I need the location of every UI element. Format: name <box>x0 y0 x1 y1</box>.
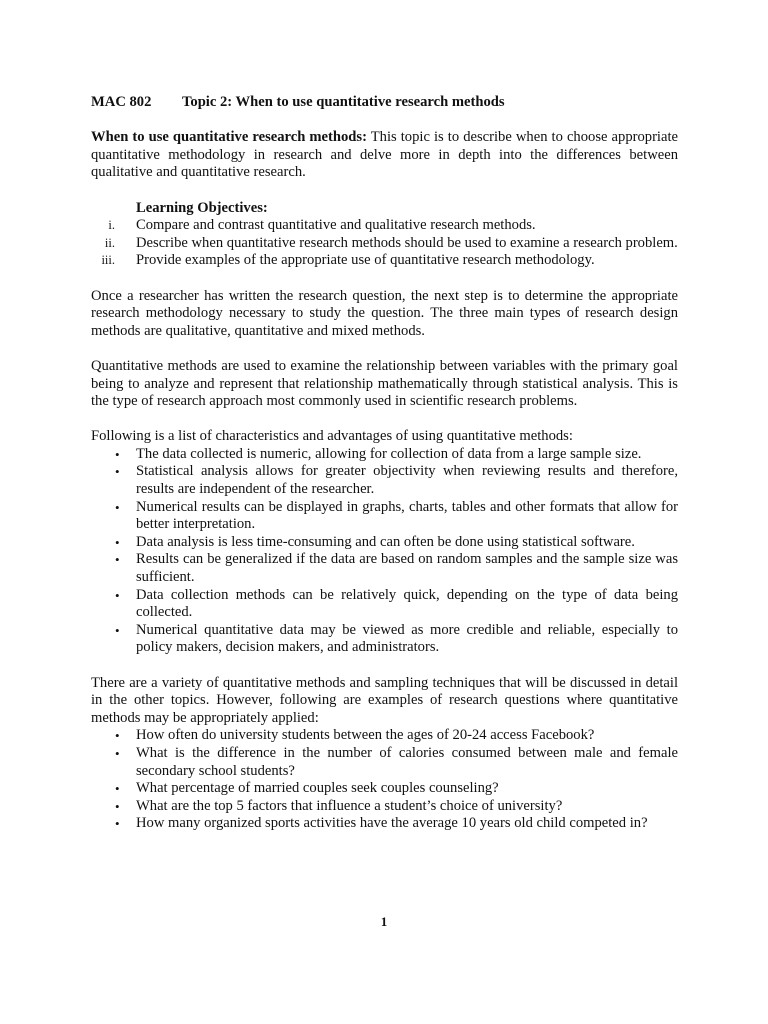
questions-lead: There are a variety of quantitative methods and sampling techniques that will be discussed in detail in the other topics. However, following are examples of research questions where quantitative methods may be appropriately applied: <box>91 674 678 726</box>
objective-number: ii. <box>104 235 115 250</box>
page-number: 1 <box>380 914 388 929</box>
objective-number: iii. <box>101 253 115 268</box>
bullet-icon: • <box>115 534 120 550</box>
course-code: MAC 802 <box>91 94 152 110</box>
advantage-item-text: Data analysis is less time-consuming and can often be done using statistical software. <box>136 533 635 550</box>
document-body <box>91 94 678 833</box>
advantage-item-text: Statistical analysis allows for greater objectivity when reviewing results and therefore, results are independent of the researcher. <box>136 463 678 498</box>
research-question-item <box>91 745 678 780</box>
research-question-item <box>91 727 678 745</box>
research-question-item <box>91 815 678 833</box>
advantage-item-text: Numerical results can be displayed in graphs, charts, tables and other formats that allow for better interpretation. <box>136 498 678 533</box>
quantitative-definition-paragraph: Quantitative methods are used to examine the relationship between variables with the primary goal being to analyze and represent that relationship mathematically through statistical analysis. This is the type of research approach most commonly used in scientific research problems. <box>91 357 678 410</box>
bullet-icon: • <box>115 745 120 761</box>
research-question-item-text: How many organized sports activities have the average 10 years old child competed in? <box>136 815 648 832</box>
objective-item <box>91 252 678 270</box>
bullet-icon: • <box>115 816 120 832</box>
learning-objectives-list <box>91 217 678 270</box>
spacer <box>91 411 678 429</box>
objective-text: Describe when quantitative research methods should be used to examine a research problem. <box>136 234 678 251</box>
bullet-icon: • <box>115 781 120 797</box>
intro-bold-lead: When to use quantitative research methods: <box>91 129 367 146</box>
spacer <box>91 340 678 358</box>
intro-text: This topic is to describe when to choose appropriate quantitative methodology in research and delve more in depth into the differences between qualitative and quantitative research. <box>91 129 678 181</box>
bullet-icon: • <box>115 587 120 603</box>
objective-text: Compare and contrast quantitative and qualitative research methods. <box>136 217 536 234</box>
research-question-item <box>91 780 678 798</box>
bullet-icon: • <box>115 499 120 515</box>
advantage-item-text: Results can be generalized if the data are based on random samples and the sample size was sufficient. <box>136 551 678 586</box>
intro-paragraph <box>91 129 678 182</box>
research-question-item <box>91 798 678 816</box>
objective-text: Provide examples of the appropriate use of quantitative research methodology. <box>136 252 595 269</box>
bullet-icon: • <box>115 552 120 568</box>
learning-objectives-title: Learning Objectives: <box>136 199 268 216</box>
document-heading <box>91 94 678 112</box>
spacer <box>91 270 678 288</box>
spacer <box>91 657 678 675</box>
advantage-item <box>91 551 678 586</box>
advantage-item <box>91 463 678 498</box>
advantage-item-text: Data collection methods can be relatively quick, depending on the type of data being collected. <box>136 586 678 621</box>
topic-title: Topic 2: When to use quantitative research methods <box>182 94 505 110</box>
methodology-paragraph: Once a researcher has written the research question, the next step is to determine the appropriate research methodology necessary to study the question. The three main types of research design methods are qualitative, quantitative and mixed methods. <box>91 287 678 339</box>
bullet-icon: • <box>115 446 120 462</box>
advantage-item <box>91 587 678 622</box>
advantages-lead: Following is a list of characteristics and advantages of using quantitative methods: <box>91 428 573 445</box>
advantage-item <box>91 446 678 464</box>
research-question-item-text: How often do university students between the ages of 20-24 access Facebook? <box>136 727 595 744</box>
advantage-item-text: The data collected is numeric, allowing for collection of data from a large sample size. <box>136 445 642 462</box>
advantage-item <box>91 534 678 552</box>
bullet-icon: • <box>115 728 120 744</box>
bullet-icon: • <box>115 798 120 814</box>
research-questions-list <box>91 727 678 833</box>
advantage-item <box>91 499 678 534</box>
spacer <box>91 112 678 130</box>
advantage-item-text: Numerical quantitative data may be viewed as more credible and reliable, especially to policy makers, decision makers, and administrators. <box>136 621 678 656</box>
spacer <box>91 182 678 200</box>
bullet-icon: • <box>115 622 120 638</box>
advantages-list <box>91 446 678 657</box>
objective-item <box>91 235 678 253</box>
bullet-icon: • <box>115 464 120 480</box>
objective-item <box>91 217 678 235</box>
objective-number: i. <box>108 218 115 233</box>
research-question-item-text: What are the top 5 factors that influence a student’s choice of university? <box>136 797 563 814</box>
research-question-item-text: What is the difference in the number of calories consumed between male and female secondary school students? <box>136 744 678 779</box>
research-question-item-text: What percentage of married couples seek couples counseling? <box>136 780 499 797</box>
advantage-item <box>91 622 678 657</box>
